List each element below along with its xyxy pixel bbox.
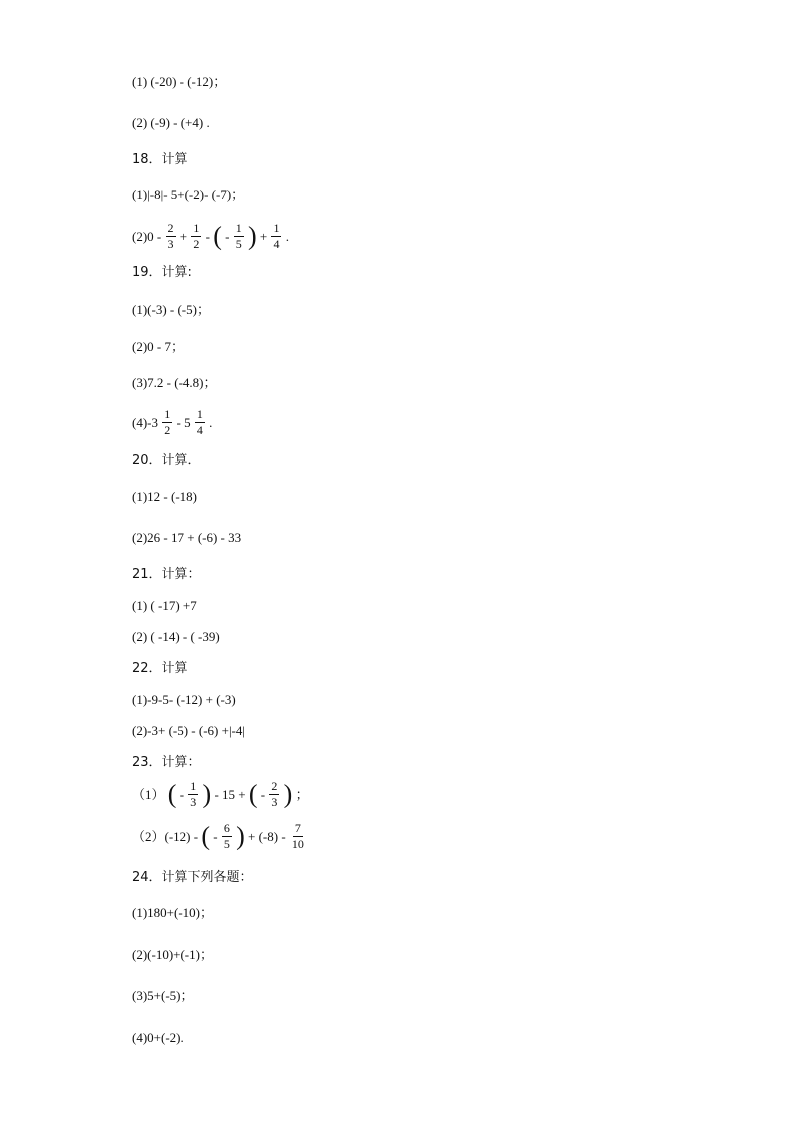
operator: + [179,228,188,244]
right-paren: ) [236,821,245,851]
fraction: $\frac{1}{2}$ [193,221,200,251]
problem-18-part-1: (1)|-8|- 5+(-2)- (-7)； [132,187,245,202]
period: . [285,228,289,244]
problem-24-part-4: (4)0+(-2). [132,1030,184,1045]
operator: + [259,228,268,244]
fraction: $\frac{1}{2}$ [164,407,171,437]
expr-prefix: (2)0 - [132,228,162,244]
problem-18-heading: 18．计算 [132,152,188,167]
minus-sign: - [225,228,230,244]
expr-middle: + (-8) - [248,828,286,844]
problem-19-part-1: (1)(-3) - (-5)； [132,302,210,317]
problem-24-part-3: (3)5+(-5)； [132,988,194,1003]
right-paren: ) [202,779,212,809]
problem-23-part-2 [132,822,307,851]
operator: - [205,228,210,244]
problem-23-heading: 23．计算： [132,755,201,770]
fraction: $\frac{2}{3}$ [271,779,278,809]
problem-21-part-2: (2) ( -14) - ( -39) [132,629,220,644]
problem-20-part-1: (1)12 - (-18) [132,489,197,504]
minus-sign: - [179,786,185,802]
left-paren: ( [248,779,258,809]
expr-middle: - 5 [176,414,191,430]
problem-22-heading: 22．计算 [132,661,188,676]
problem-24-part-1: (1)180+(-10)； [132,905,213,920]
right-paren: ) [283,779,293,809]
left-paren: ( [213,221,222,251]
problem-20-part-2: (2)26 - 17 + (-6) - 33 [132,530,242,545]
problem-24-part-2: (2)(-10)+(-1)； [132,947,213,962]
problem-19-part-2: (2)0 - 7； [132,339,184,354]
fraction: $\frac{1}{3}$ [190,779,197,809]
right-paren: ) [247,221,257,251]
problem-19-part-3: (3)7.2 - (-4.8)； [132,375,217,390]
problem-21-part-1: (1) ( -17) +7 [132,598,197,613]
semicolon: ； [295,786,309,802]
fraction: $\frac{2}{3}$ [167,221,174,251]
problem-17-part-2: (2) (-9) - (+4) . [132,115,210,130]
problem-19-part-4 [132,408,212,437]
expr-prefix: （1） [132,786,165,802]
problem-23-part-1 [132,780,309,809]
problem-20-heading: 20．计算． [132,453,201,468]
period: . [209,414,213,430]
problem-24-heading: 24．计算下列各题： [132,870,253,885]
problem-18-part-2 [132,222,289,251]
fraction: $\frac{1}{5}$ [235,221,242,251]
problem-21-heading: 21．计算： [132,567,201,582]
problem-17-part-1: (1) (-20) - (-12)； [132,74,227,89]
fraction: $\frac{7}{10}$ [291,821,304,851]
fraction: $\frac{1}{4}$ [196,407,203,437]
fraction: $\frac{6}{5}$ [223,821,230,851]
fraction: $\frac{1}{4}$ [273,221,280,251]
problem-22-part-2: (2)-3+ (-5) - (-6) +|-4| [132,723,245,738]
expr-prefix: （2）(-12) - [132,828,199,844]
problem-19-heading: 19．计算: [132,265,192,280]
problem-22-part-1: (1)-9-5- (-12) + (-3) [132,692,236,707]
expr-prefix: (4)-3 [132,414,158,430]
minus-sign: - [213,828,218,844]
left-paren: ( [167,779,177,809]
expr-middle: - 15 + [214,786,246,802]
minus-sign: - [260,786,266,802]
left-paren: ( [201,821,210,851]
